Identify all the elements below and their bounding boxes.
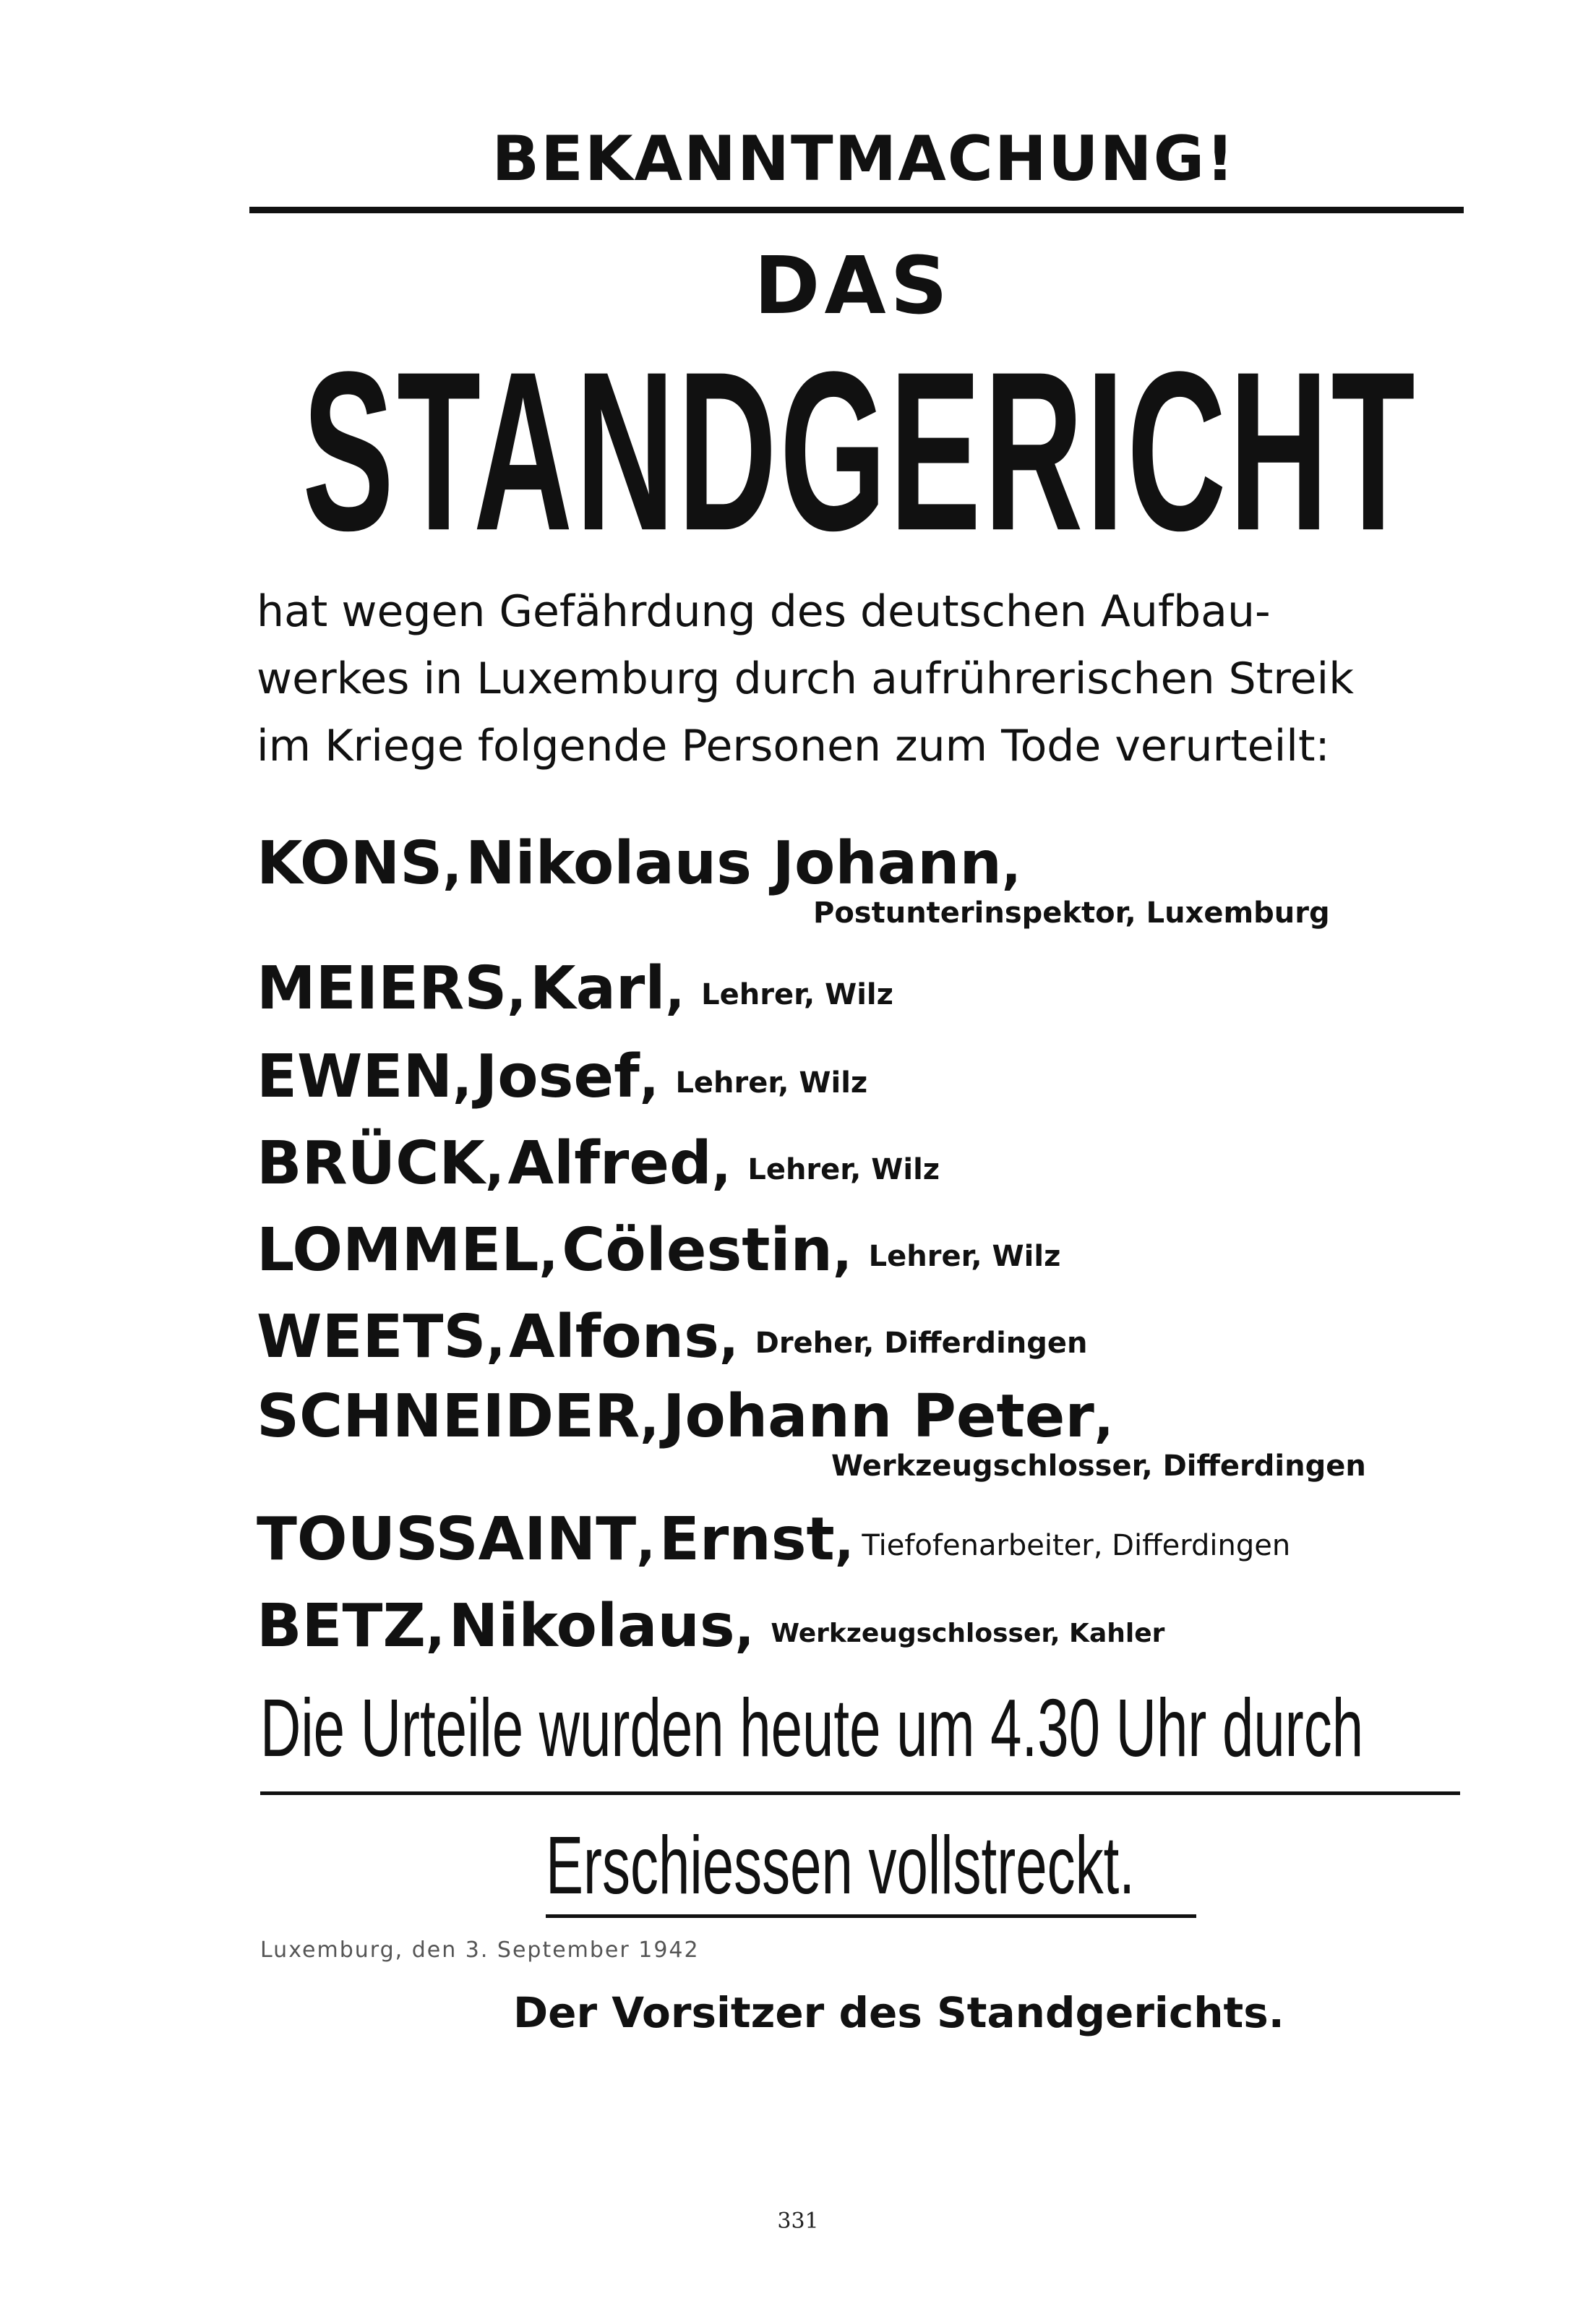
person-occupation: Lehrer, Wilz	[868, 1240, 1061, 1273]
signature-line: Der Vorsitzer des Standgerichts.	[513, 1988, 1284, 2037]
person-entry: WEETS, Alfons, Dreher, Differdingen	[257, 1303, 1088, 1371]
person-occupation: Lehrer, Wilz	[675, 1066, 868, 1100]
person-entry: EWEN, Josef, Lehrer, Wilz	[257, 1042, 868, 1111]
person-occupation: Dreher, Differdingen	[755, 1327, 1088, 1360]
person-surname: WEETS	[257, 1303, 486, 1371]
person-entry: LOMMEL, Cölestin, Lehrer, Wilz	[257, 1216, 1061, 1285]
person-occupation: Werkzeugschlosser, Differdingen	[831, 1449, 1366, 1483]
person-occupation: Postunterinspektor, Luxemburg	[813, 896, 1330, 930]
person-given-name: Nikolaus	[448, 1592, 735, 1661]
person-surname: LOMMEL	[257, 1216, 539, 1285]
person-entry: KONS, Nikolaus Johann,	[257, 829, 1021, 898]
person-surname: MEIERS	[257, 954, 507, 1023]
verdict-rule	[546, 1914, 1196, 1918]
person-entry: SCHNEIDER, Johann Peter,	[257, 1382, 1114, 1451]
person-surname: TOUSSAINT	[257, 1505, 637, 1574]
person-occupation: Lehrer, Wilz	[747, 1153, 940, 1186]
person-given-name: Ernst	[658, 1505, 835, 1574]
person-occupation: Werkzeugschlosser, Kahler	[771, 1619, 1165, 1648]
person-occupation: Tiefofenarbeiter, Differdingen	[862, 1529, 1291, 1562]
person-given-name: Cölestin	[562, 1216, 833, 1285]
verdict-rule	[260, 1791, 1460, 1795]
intro-line: hat wegen Gefährdung des deutschen Aufbau-	[257, 586, 1271, 637]
place-and-date: Luxemburg, den 3. September 1942	[260, 1937, 700, 1963]
person-surname: BRÜCK	[257, 1129, 485, 1198]
intro-text	[257, 578, 1485, 780]
person-entry: BETZ, Nikolaus, Werkzeugschlosser, Kahler	[257, 1592, 1165, 1661]
announcement-heading: BEKANNTMACHUNG!	[492, 123, 1236, 195]
verdict-line: Erschiessen vollstreckt.	[546, 1818, 1135, 1911]
court-heading: STANDGERICHT	[302, 325, 1418, 578]
person-surname: KONS	[257, 829, 443, 898]
intro-line: im Kriege folgende Personen zum Tode verurteilt:	[257, 721, 1330, 771]
verdict-line: Die Urteile wurden heute um 4.30 Uhr durch	[260, 1681, 1364, 1774]
page-number: 331	[777, 2209, 819, 2234]
heading-rule	[249, 207, 1464, 213]
person-surname: BETZ	[257, 1592, 426, 1661]
person-occupation: Lehrer, Wilz	[701, 978, 893, 1011]
person-given-name: Alfons	[509, 1303, 719, 1371]
person-given-name: Johann Peter	[662, 1382, 1094, 1451]
intro-line: werkes in Luxemburg durch aufrührerischen Streik	[257, 654, 1354, 704]
person-given-name: Karl	[530, 954, 666, 1023]
person-entry: MEIERS, Karl, Lehrer, Wilz	[257, 954, 893, 1023]
person-surname: EWEN	[257, 1042, 453, 1111]
person-entry: TOUSSAINT, Ernst, Tiefofenarbeiter, Differdingen	[257, 1505, 1291, 1574]
person-given-name: Josef	[475, 1042, 640, 1111]
person-surname: SCHNEIDER	[257, 1382, 640, 1451]
article-heading: DAS	[754, 239, 952, 332]
person-given-name: Nikolaus Johann	[465, 829, 1002, 898]
person-entry: BRÜCK, Alfred, Lehrer, Wilz	[257, 1129, 940, 1198]
person-given-name: Alfred	[507, 1129, 712, 1198]
